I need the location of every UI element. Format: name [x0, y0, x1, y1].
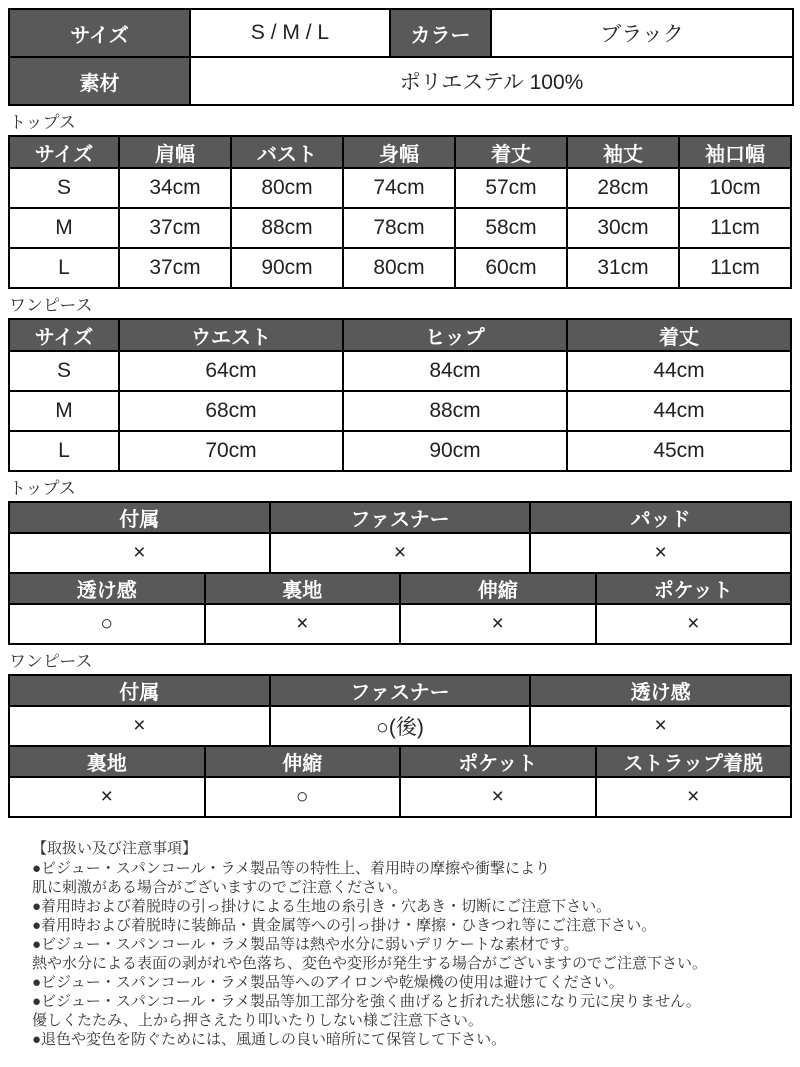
feature-value-cell: ×: [530, 706, 791, 746]
color-label: カラー: [390, 9, 491, 57]
section-label-onepiece-features: ワンピース: [9, 652, 93, 671]
feature-value-cell: ○: [205, 777, 401, 817]
tops-features-table-row1: [8, 501, 792, 574]
onepiece-size-table: [8, 318, 792, 472]
feature-value-cell: ×: [400, 604, 596, 644]
size-cell: M: [9, 208, 119, 248]
size-label: サイズ: [9, 9, 190, 57]
feature-header: ファスナー: [270, 502, 531, 533]
measurement-cell: 11cm: [679, 248, 791, 288]
column-header: サイズ: [9, 136, 119, 168]
section-label-tops-size: トップス: [9, 113, 76, 132]
feature-value-cell: ○: [9, 604, 205, 644]
size-value: S / M / L: [190, 9, 390, 57]
table-row: [9, 533, 791, 573]
feature-header: 透け感: [530, 675, 791, 706]
column-header: 肩幅: [119, 136, 231, 168]
material-value: ポリエステル 100%: [190, 57, 793, 105]
tops-size-table: [8, 135, 792, 289]
measurement-cell: 90cm: [231, 248, 343, 288]
measurement-cell: 90cm: [343, 431, 567, 471]
table-row: [9, 168, 791, 208]
column-header: 着丈: [455, 136, 567, 168]
column-header: 着丈: [567, 319, 791, 351]
onepiece-features-table-row1: [8, 674, 792, 747]
measurement-cell: 68cm: [119, 391, 343, 431]
table-header-row: [9, 136, 791, 168]
table-row: [9, 208, 791, 248]
feature-header: 伸縮: [205, 746, 401, 777]
measurement-cell: 78cm: [343, 208, 455, 248]
product-info-table: [8, 8, 794, 106]
care-note-line: 熱や水分による表面の剥がれや色落ち、変色や変形が発生する場合がございますのでご注意下さい。: [32, 955, 708, 972]
feature-header: 裏地: [205, 573, 401, 604]
feature-header: 透け感: [9, 573, 205, 604]
measurement-cell: 57cm: [455, 168, 567, 208]
table-row: [9, 604, 791, 644]
section-label-tops-features: トップス: [9, 479, 76, 498]
care-notes-title: 【取扱い及び注意事項】: [32, 840, 198, 857]
measurement-cell: 70cm: [119, 431, 343, 471]
info-row-size-color: [9, 9, 793, 57]
table-row: [9, 391, 791, 431]
table-row: [9, 431, 791, 471]
size-cell: M: [9, 391, 119, 431]
measurement-cell: 84cm: [343, 351, 567, 391]
color-value: ブラック: [491, 9, 793, 57]
onepiece-features-table-row2: [8, 745, 792, 818]
measurement-cell: 45cm: [567, 431, 791, 471]
care-note-line: ●退色や変色を防ぐためには、風通しの良い暗所にて保管して下さい。: [32, 1031, 507, 1048]
size-cell: L: [9, 248, 119, 288]
measurement-cell: 31cm: [567, 248, 679, 288]
table-row: [9, 351, 791, 391]
column-header: サイズ: [9, 319, 119, 351]
feature-header: 裏地: [9, 746, 205, 777]
material-label: 素材: [9, 57, 190, 105]
measurement-cell: 74cm: [343, 168, 455, 208]
table-row: [9, 777, 791, 817]
feature-value-cell: ×: [205, 604, 401, 644]
feature-value-cell: ×: [270, 533, 531, 573]
column-header: 袖口幅: [679, 136, 791, 168]
feature-header: 付属: [9, 502, 270, 533]
feature-header: ポケット: [596, 573, 792, 604]
measurement-cell: 30cm: [567, 208, 679, 248]
measurement-cell: 80cm: [343, 248, 455, 288]
measurement-cell: 37cm: [119, 248, 231, 288]
care-note-line: ●着用時および着脱時の引っ掛けによる生地の糸引き・穴あき・切断にご注意下さい。: [32, 898, 612, 915]
feature-value-cell: ×: [400, 777, 596, 817]
feature-header: パッド: [530, 502, 791, 533]
feature-value-cell: ×: [9, 706, 270, 746]
care-note-line: 肌に刺激がある場合がございますのでご注意ください。: [32, 879, 408, 896]
care-note-line: ●ビジュー・スパンコール・ラメ製品等へのアイロンや乾燥機の使用は避けてください。: [32, 974, 624, 991]
measurement-cell: 88cm: [343, 391, 567, 431]
measurement-cell: 60cm: [455, 248, 567, 288]
table-header-row: [9, 573, 791, 604]
feature-value-cell: ×: [9, 533, 270, 573]
column-header: バスト: [231, 136, 343, 168]
feature-value-cell: ×: [530, 533, 791, 573]
tops-features-table-row2: [8, 572, 792, 645]
measurement-cell: 10cm: [679, 168, 791, 208]
feature-header: ポケット: [400, 746, 596, 777]
measurement-cell: 37cm: [119, 208, 231, 248]
feature-value-cell: ○(後): [270, 706, 531, 746]
measurement-cell: 28cm: [567, 168, 679, 208]
table-header-row: [9, 502, 791, 533]
care-note-line: ●ビジュー・スパンコール・ラメ製品等の特性上、着用時の摩擦や衝撃により: [32, 860, 551, 877]
column-header: 袖丈: [567, 136, 679, 168]
feature-header: 伸縮: [400, 573, 596, 604]
care-note-line: ●ビジュー・スパンコール・ラメ製品等は熱や水分に弱いデリケートな素材です。: [32, 936, 579, 953]
size-cell: S: [9, 351, 119, 391]
measurement-cell: 58cm: [455, 208, 567, 248]
table-header-row: [9, 675, 791, 706]
table-row: [9, 706, 791, 746]
care-notes: [8, 839, 792, 1049]
column-header: ヒップ: [343, 319, 567, 351]
column-header: 身幅: [343, 136, 455, 168]
size-cell: L: [9, 431, 119, 471]
feature-value-cell: ×: [596, 604, 792, 644]
table-header-row: [9, 746, 791, 777]
feature-header: ファスナー: [270, 675, 531, 706]
measurement-cell: 44cm: [567, 351, 791, 391]
care-note-line: ●ビジュー・スパンコール・ラメ製品等加工部分を強く曲げると折れた状態になり元に戻りません。: [32, 993, 701, 1010]
section-label-onepiece-size: ワンピース: [9, 296, 93, 315]
care-note-line: 優しくたたみ、上から押さえたり叩いたりしない様ご注意下さい。: [32, 1012, 483, 1029]
column-header: ウエスト: [119, 319, 343, 351]
table-header-row: [9, 319, 791, 351]
feature-header: 付属: [9, 675, 270, 706]
care-note-line: ●着用時および着脱時に装飾品・貴金属等への引っ掛け・摩擦・ひきつれ等にご注意下さい。: [32, 917, 657, 934]
measurement-cell: 11cm: [679, 208, 791, 248]
feature-value-cell: ×: [596, 777, 792, 817]
size-cell: S: [9, 168, 119, 208]
feature-header: ストラップ着脱: [596, 746, 792, 777]
table-row: [9, 248, 791, 288]
measurement-cell: 88cm: [231, 208, 343, 248]
info-row-material: [9, 57, 793, 105]
measurement-cell: 34cm: [119, 168, 231, 208]
measurement-cell: 44cm: [567, 391, 791, 431]
feature-value-cell: ×: [9, 777, 205, 817]
measurement-cell: 80cm: [231, 168, 343, 208]
measurement-cell: 64cm: [119, 351, 343, 391]
